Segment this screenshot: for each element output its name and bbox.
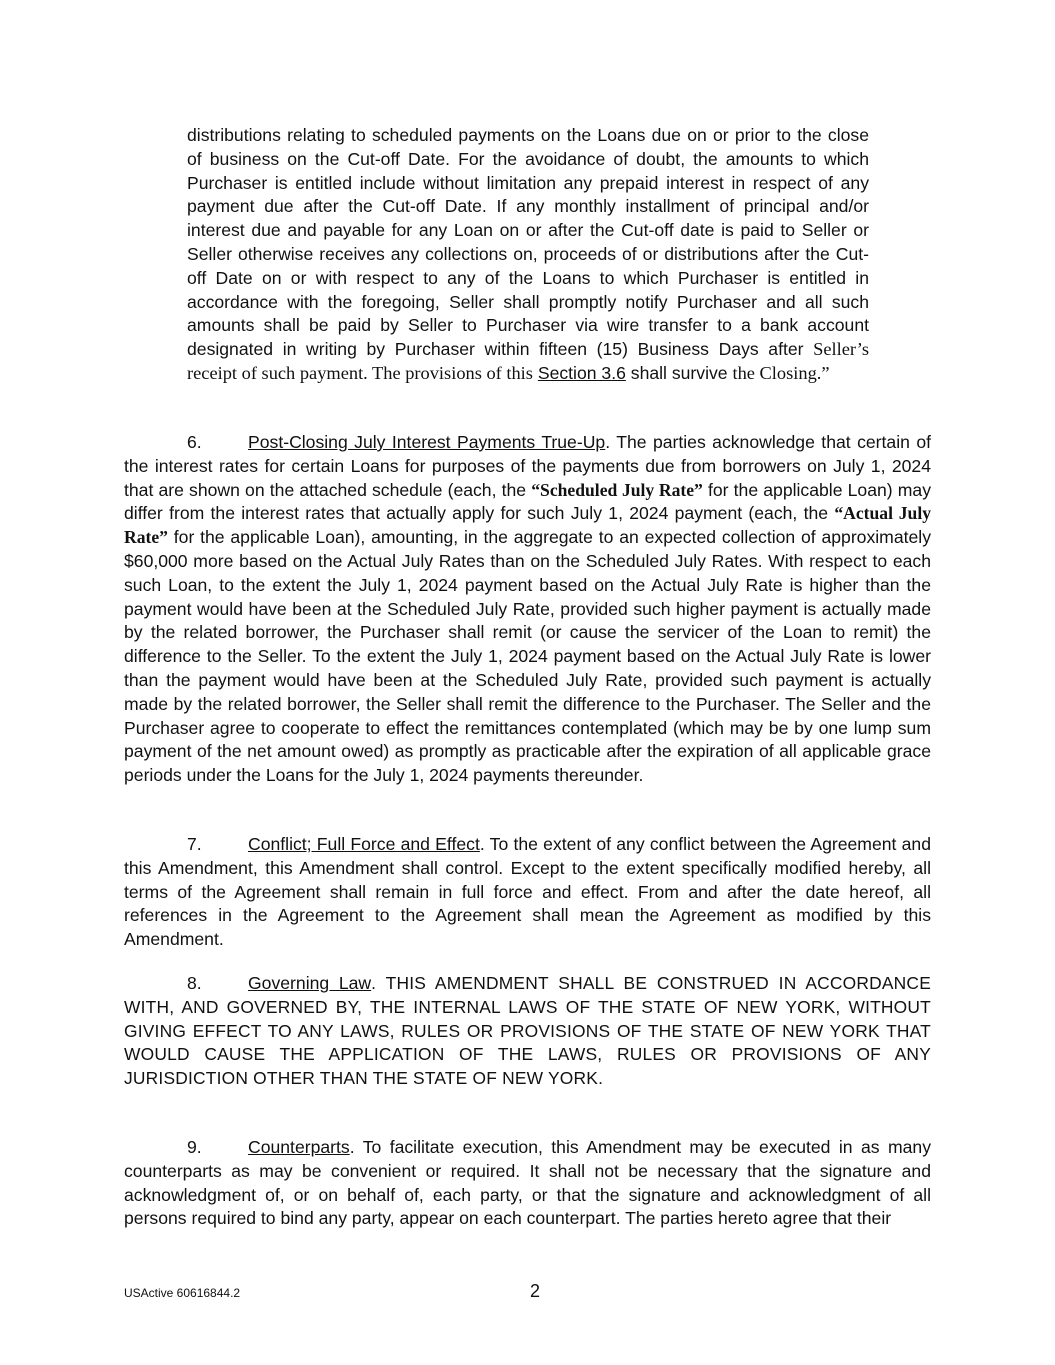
quote-body: distributions relating to scheduled payments on the Loans due on or prior to the close of business on the Cut-off Date. For the avoidance of doubt, the amounts to which Purchaser is entitled include without limitation any prepaid interest in respect of any payment due after the Cut-off Date. If any monthly installment of principal and/or interest due and payable for any Loan on or after the Cut-off date is paid to Seller or Seller otherwise receives any collections on, proceeds of or distributions after the Cut-off Date on or with respect to any of the Loans to which Purchaser is entitled in accordance with the foregoing, Seller shall promptly notify Purchaser and all such amounts shall be paid by Seller to Purchaser via wire transfer to a bank account designated in writing by Purchaser within fifteen (15) Business Days after xyxy=(187,125,869,360)
section-8-paragraph xyxy=(124,972,931,1091)
section-6-text-2: for the applicable Loan) may differ from the interest rates that actually apply for such July 1, 2024 payment (each, the xyxy=(124,479,932,524)
section-6-paragraph xyxy=(124,431,931,788)
quote-body-serif: Seller’s receipt of such payment. The provisions of this xyxy=(187,339,869,383)
quoted-section-text xyxy=(187,124,869,386)
defined-term-actual-july-rate: “Actual July Rate” xyxy=(124,503,932,548)
section-8-text: . THIS AMENDMENT SHALL BE CONSTRUED IN ACCORDANCE WITH, AND GOVERNED BY, THE INTERNAL LAWS OF THE STATE OF NEW YORK, WITHOUT GIVING EFFECT TO ANY LAWS, RULES OR PROVISIONS OF THE STATE OF NEW YORK THAT WOULD CAUSE THE APPLICATION OF THE LAWS, RULES OR PROVISIONS OF ANY JURISDICTION OTHER THAN THE STATE OF NEW YORK. xyxy=(124,973,931,1089)
section-7-number: 7. xyxy=(187,834,202,854)
section-7-paragraph xyxy=(124,833,931,952)
page-number: 2 xyxy=(529,1281,540,1301)
section-8-number: 8. xyxy=(187,973,202,993)
section-9-number: 9. xyxy=(187,1137,202,1157)
section-6-heading: Post-Closing July Interest Payments True-Up xyxy=(248,432,606,452)
section-7-heading: Conflict; Full Force and Effect xyxy=(248,834,480,854)
section-reference: Section 3.6 xyxy=(537,362,626,383)
section-6-text-3: for the applicable Loan), amounting, in the aggregate to an expected collection of approximately $60,000 more based on the Actual July Rates than on the Scheduled July Rates. With respect to each such Loan, to the extent the July 1, 2024 payment based on the Actual July Rate is higher than the payment would have been at the Scheduled July Rate, provided such higher payment is actually made by the related borrower, the Purchaser shall remit (or cause the servicer of the Loan to remit) the difference to the Seller. To the extent the July 1, 2024 payment based on the Actual July Rate is lower than the payment would have been at the Scheduled July Rate, provided such payment is actually made by the related borrower, the Seller shall remit the difference to the Purchaser. The Seller and the Purchaser agree to cooperate to effect the remittances contemplated (which may be by one lump sum payment of the net amount owed) as promptly as practicable after the expiration of all applicable grace periods under the Loans for the July 1, 2024 payments thereunder. xyxy=(124,527,931,786)
quote-body-after-ref: shall survive xyxy=(630,362,728,383)
section-9-heading: Counterparts xyxy=(248,1137,350,1157)
document-id: USActive 60616844.2 xyxy=(124,1286,241,1300)
section-8-heading: Governing Law xyxy=(248,973,372,993)
section-9-text: . To facilitate execution, this Amendment may be executed in as many counterparts as may be convenient or required. It shall not be necessary that the signature and acknowledgment of, or on behalf of, each party, or that the signature and acknowledgment of all persons required to bind any party, appear on each counterpart. The parties hereto agree that their xyxy=(124,1137,931,1229)
section-6-number: 6. xyxy=(187,432,202,452)
quote-body-end: the Closing.” xyxy=(732,362,830,383)
section-9-paragraph xyxy=(124,1136,931,1231)
section-7-text: . To the extent of any conflict between the Agreement and this Amendment, this Amendment shall control. Except to the extent specifically modified hereby, all terms of the Agreement shall remain in full force and effect. From and after the date hereof, all references in the Agreement to the Agreement shall mean the Agreement as modified by this Amendment. xyxy=(124,834,931,950)
defined-term-scheduled-july-rate: “Scheduled July Rate” xyxy=(531,479,703,500)
section-6-text-1: . The parties acknowledge that certain of the interest rates for certain Loans for purposes of the payments due from borrowers on July 1, 2024 that are shown on the attached schedule (each, the xyxy=(124,432,931,500)
